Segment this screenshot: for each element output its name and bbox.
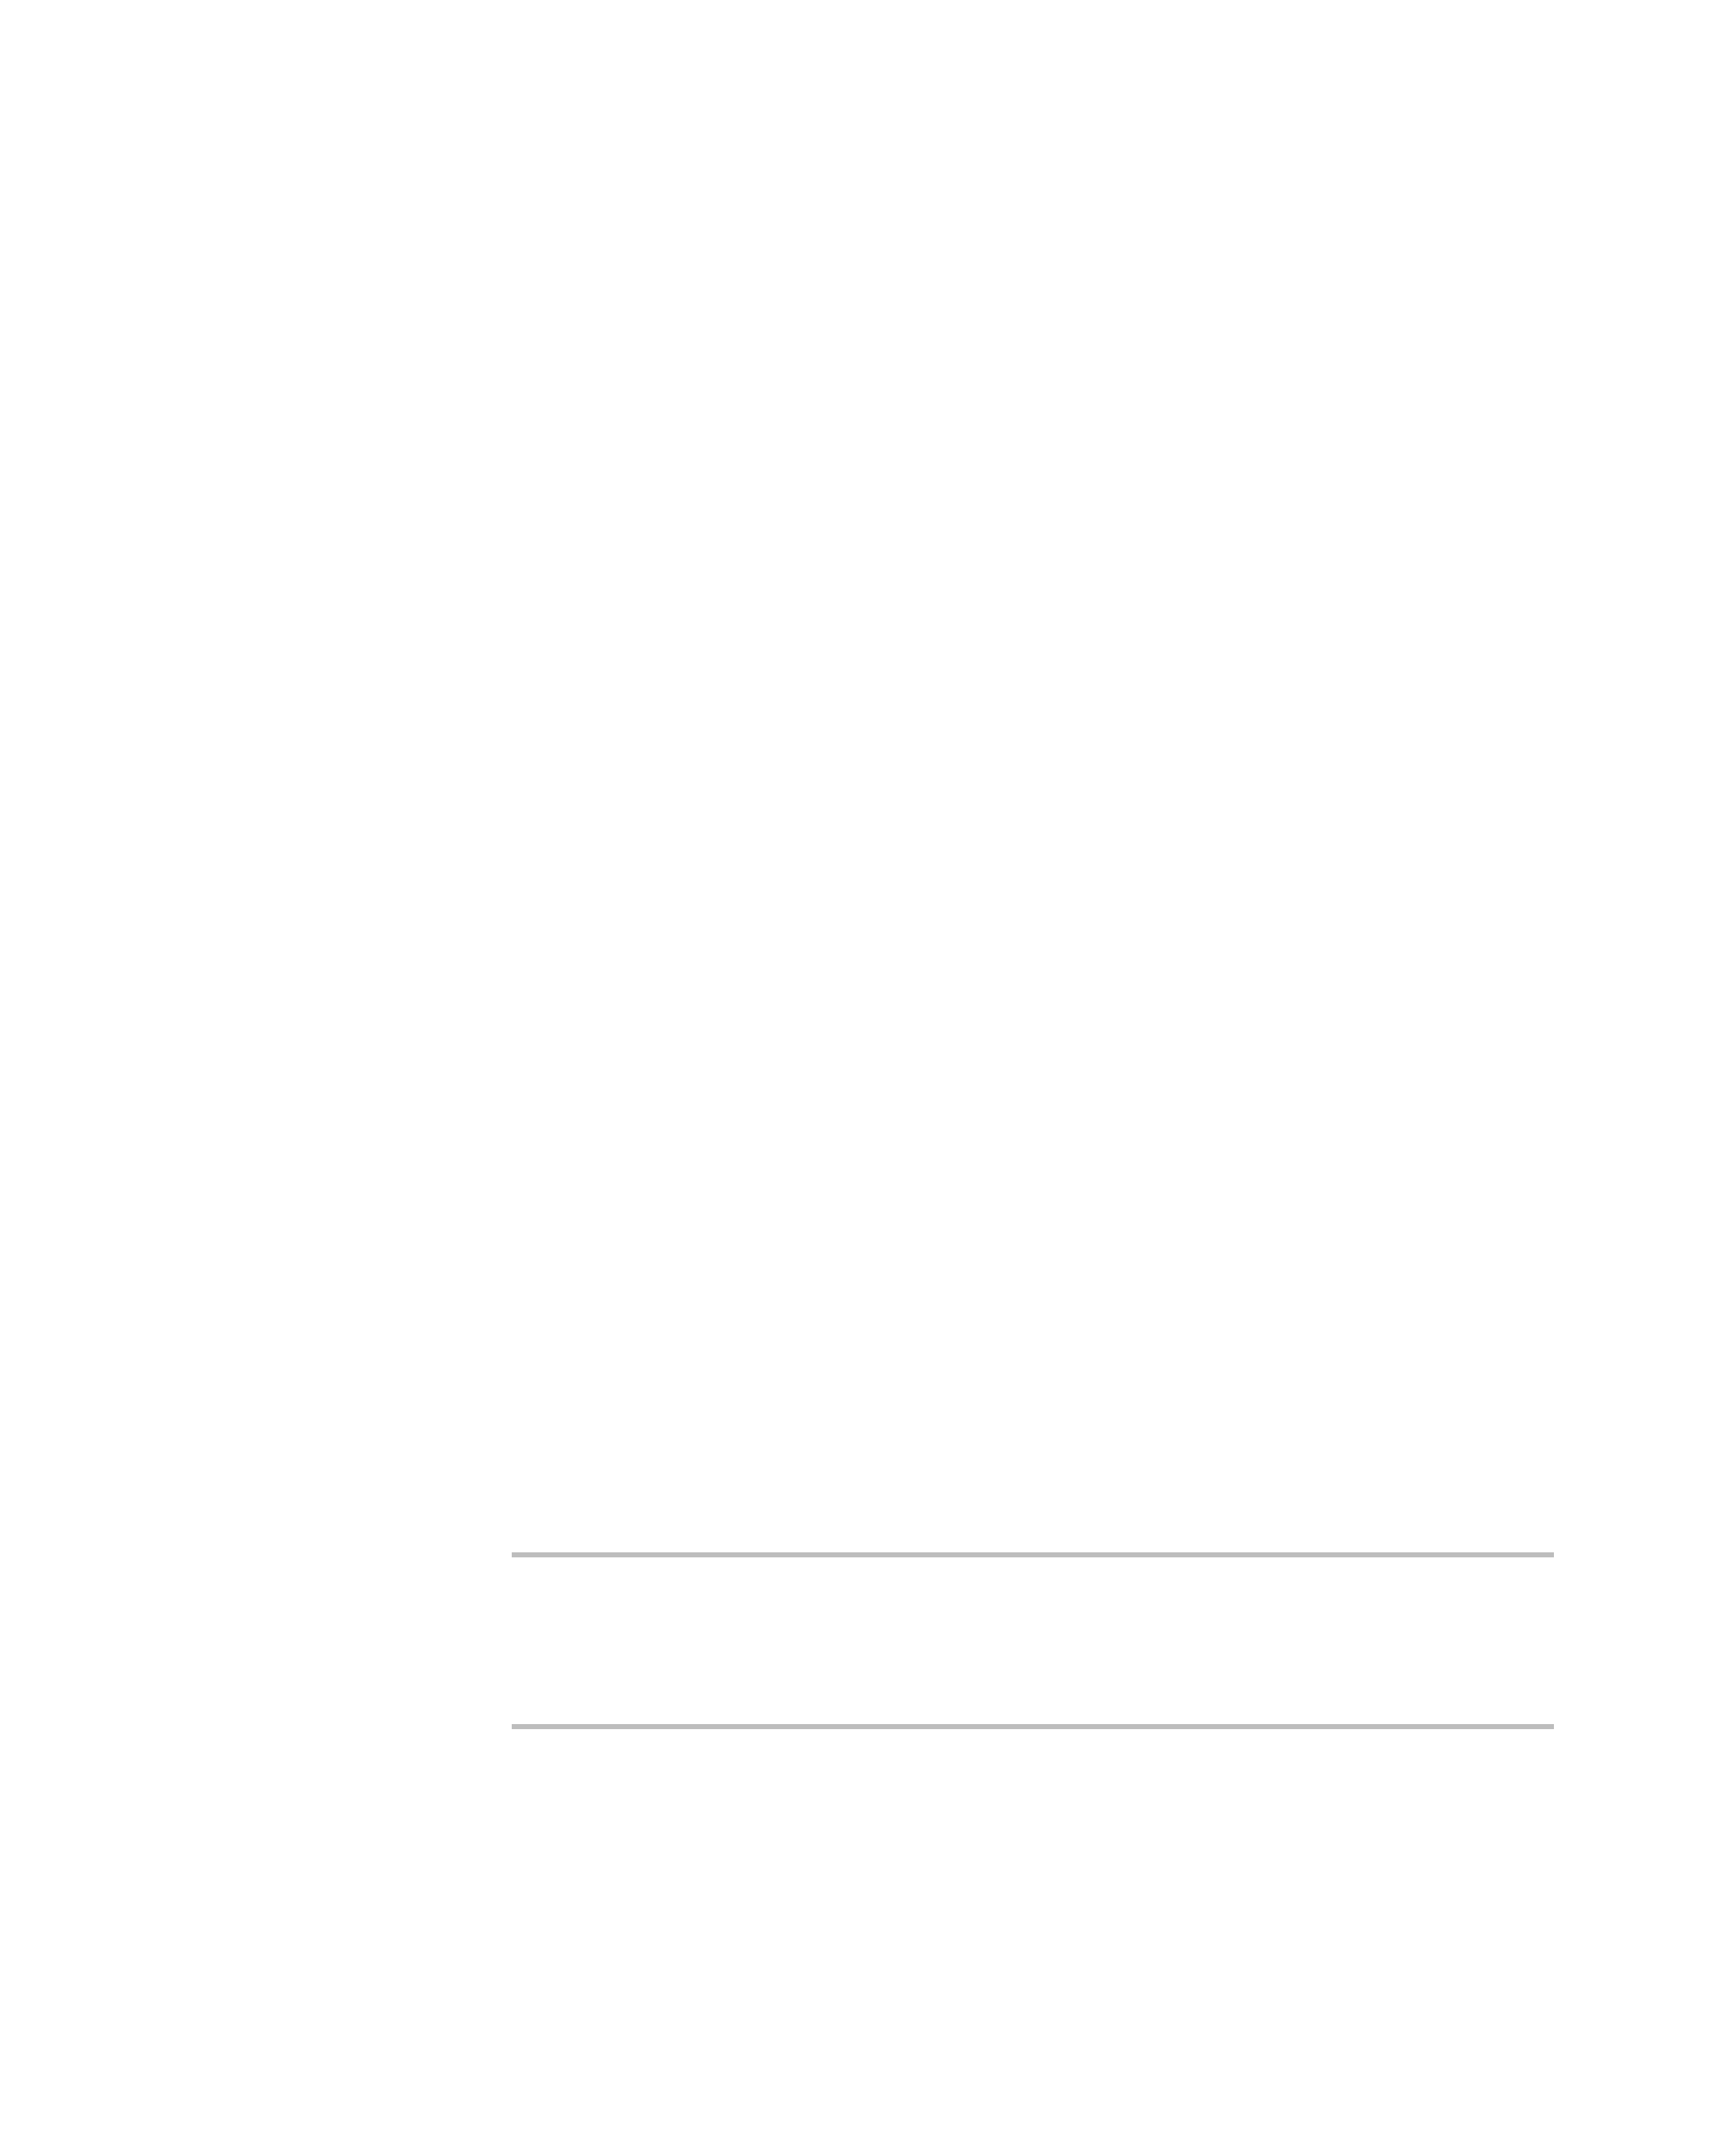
score-gradient-bar (1583, 1585, 1601, 1670)
ko-links-baseline (512, 1724, 1554, 1729)
wt-links-baseline (512, 1552, 1554, 1557)
score-gradient-bar (1583, 1772, 1601, 1856)
